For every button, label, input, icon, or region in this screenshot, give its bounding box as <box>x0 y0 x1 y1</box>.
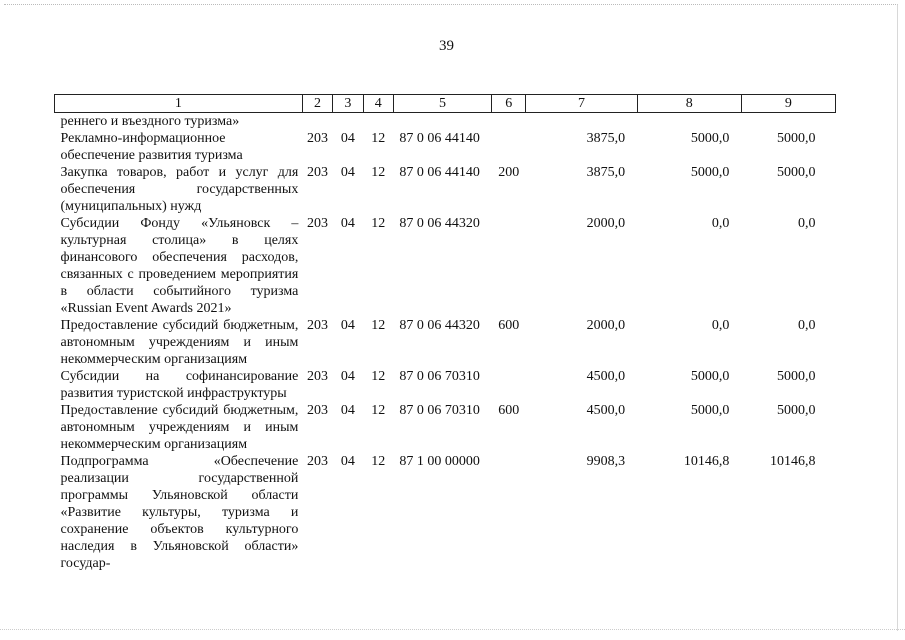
row-target-article: 87 0 06 44320 <box>399 318 480 333</box>
table-row <box>55 317 836 368</box>
row-amount-col7: 3875,0 <box>586 131 626 146</box>
table-row <box>55 402 836 453</box>
row-subsection: 12 <box>371 369 386 384</box>
header-col-8: 8 <box>637 95 741 113</box>
table-header <box>55 95 836 113</box>
table-row <box>55 130 836 164</box>
row-expense-type: 600 <box>498 403 520 418</box>
page-number: 39 <box>439 38 454 54</box>
row-amount-col9: 5000,0 <box>777 131 816 146</box>
row-name: Субсидии на софинансирование развития туристской инфраструктуры <box>60 369 299 401</box>
table-row <box>55 113 836 131</box>
row-expense-type <box>492 113 526 131</box>
header-col-7: 7 <box>526 95 637 113</box>
row-expense-type <box>492 453 526 572</box>
row-admin-code: 203 <box>307 318 329 333</box>
row-target-article: 87 1 00 00000 <box>399 454 480 469</box>
row-expense-type <box>492 368 526 402</box>
row-subsection: 12 <box>371 216 386 231</box>
row-admin-code: 203 <box>307 403 329 418</box>
row-name: Предоставление субсидий бюджетным, автономным учреждениям и иным некоммерческим организациям <box>60 318 299 367</box>
row-name: реннего и въездного туризма» <box>60 114 240 129</box>
row-amount-col9: 5000,0 <box>777 165 816 180</box>
row-amount-col8: 0,0 <box>711 216 730 231</box>
row-name: Рекламно-информационное обеспечение развития туризма <box>60 131 243 163</box>
row-name: Субсидии Фонду «Ульяновск – культурная столица» в целях финансового обеспечения расходов, связанных с проведением мероприятия в области событийного туризма «Russian Event Awards 2021» <box>60 216 299 316</box>
row-amount-col9: 5000,0 <box>777 403 816 418</box>
row-amount-col8: 10146,8 <box>683 454 730 469</box>
header-col-2: 2 <box>302 95 332 113</box>
row-name: Закупка товаров, работ и услуг для обеспечения государственных (муниципальных) нужд <box>60 165 299 214</box>
row-target-article: 87 0 06 44320 <box>399 216 480 231</box>
table-row <box>55 215 836 317</box>
row-expense-type: 200 <box>498 165 520 180</box>
row-amount-col7: 9908,3 <box>586 454 626 469</box>
row-section: 04 <box>340 369 355 384</box>
row-name: Предоставление субсидий бюджетным, автономным учреждениям и иным некоммерческим организациям <box>60 403 299 452</box>
row-target-article: 87 0 06 44140 <box>399 131 480 146</box>
row-amount-col8: 5000,0 <box>690 131 730 146</box>
header-col-5: 5 <box>393 95 491 113</box>
row-section: 04 <box>340 165 355 180</box>
row-amount-col9: 0,0 <box>798 318 816 333</box>
row-admin-code: 203 <box>307 369 329 384</box>
row-target-article: 87 0 06 70310 <box>399 369 480 384</box>
header-col-9: 9 <box>741 95 835 113</box>
row-admin-code <box>302 113 332 131</box>
row-section <box>333 113 363 131</box>
row-amount-col7: 2000,0 <box>586 216 626 231</box>
row-amount-col8: 5000,0 <box>690 165 730 180</box>
row-section: 04 <box>340 131 355 146</box>
header-col-4: 4 <box>363 95 393 113</box>
row-amount-col9: 0,0 <box>798 216 816 231</box>
row-target-article <box>393 113 491 131</box>
header-col-3: 3 <box>333 95 363 113</box>
row-target-article: 87 0 06 70310 <box>399 403 480 418</box>
table-row <box>55 164 836 215</box>
row-admin-code: 203 <box>307 216 329 231</box>
row-amount-col7 <box>526 113 637 131</box>
row-expense-type <box>492 215 526 317</box>
row-amount-col9: 5000,0 <box>777 369 816 384</box>
scan-noise-line <box>0 629 905 632</box>
row-section: 04 <box>340 403 355 418</box>
row-subsection: 12 <box>371 131 386 146</box>
row-amount-col9 <box>741 113 835 131</box>
row-amount-col8: 5000,0 <box>690 403 730 418</box>
row-amount-col7: 2000,0 <box>586 318 626 333</box>
table-row <box>55 453 836 572</box>
row-amount-col9: 10146,8 <box>770 454 816 469</box>
row-expense-type <box>492 130 526 164</box>
row-expense-type: 600 <box>498 318 520 333</box>
row-subsection: 12 <box>371 403 386 418</box>
row-section: 04 <box>340 318 355 333</box>
budget-table <box>54 94 836 572</box>
row-amount-col8 <box>637 113 741 131</box>
row-section: 04 <box>340 216 355 231</box>
row-amount-col7: 3875,0 <box>586 165 626 180</box>
row-amount-col7: 4500,0 <box>586 403 626 418</box>
row-subsection: 12 <box>371 454 386 469</box>
row-subsection: 12 <box>371 318 386 333</box>
row-section: 04 <box>340 454 355 469</box>
row-amount-col8: 0,0 <box>711 318 730 333</box>
row-admin-code: 203 <box>307 131 329 146</box>
row-amount-col8: 5000,0 <box>690 369 730 384</box>
header-col-6: 6 <box>492 95 526 113</box>
table-row <box>55 368 836 402</box>
row-name: Подпрограмма «Обеспечение реализации государственной программы Ульяновской области «Развитие культуры, туризма и сохранение объектов культурного наследия в Ульяновской области» государ- <box>60 454 299 571</box>
row-subsection: 12 <box>371 165 386 180</box>
header-col-1: 1 <box>55 95 303 113</box>
row-subsection <box>363 113 393 131</box>
row-target-article: 87 0 06 44140 <box>399 165 480 180</box>
row-admin-code: 203 <box>307 454 329 469</box>
row-amount-col7: 4500,0 <box>586 369 626 384</box>
row-admin-code: 203 <box>307 165 329 180</box>
